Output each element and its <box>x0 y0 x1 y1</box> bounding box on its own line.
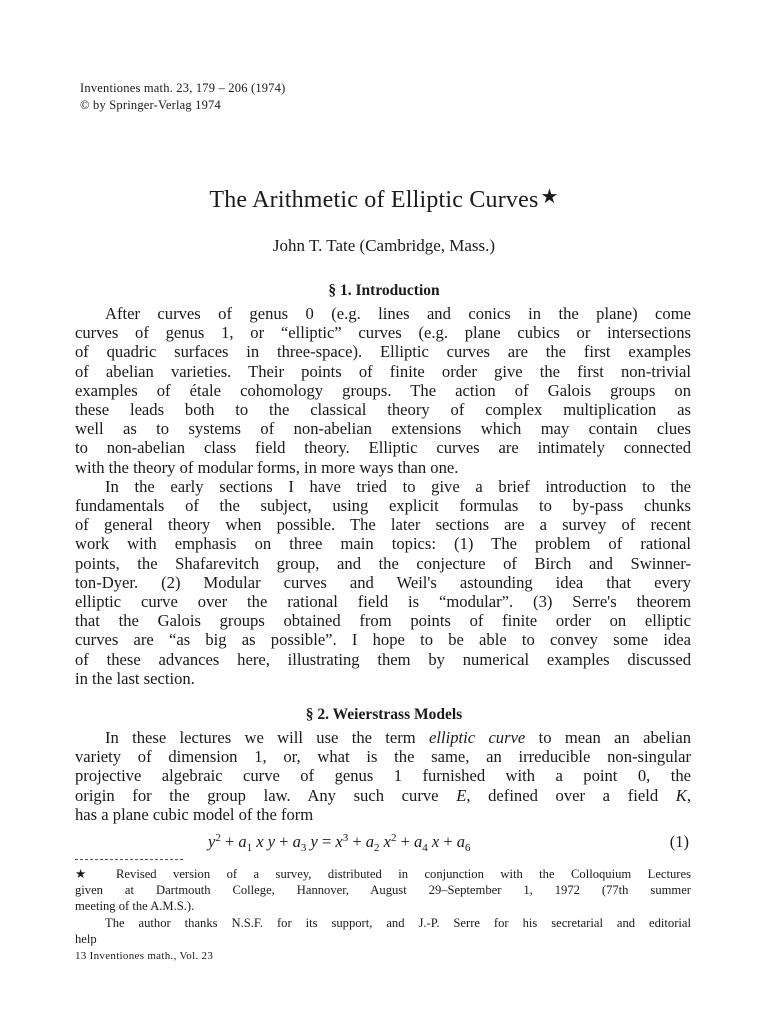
text-line: of general theory when possible. The later sections are a survey of recent <box>75 515 691 535</box>
page-folio: 13 Inventiones math., Vol. 23 <box>75 950 214 962</box>
footnote-line: given at Dartmouth College, Hannover, August 29–September 1, 1972 (77th summer <box>75 883 691 898</box>
journal-citation: Inventiones math. 23, 179 – 206 (1974) <box>80 81 286 95</box>
footnotes <box>75 866 691 947</box>
journal-header <box>80 80 286 114</box>
footnote-line: help <box>75 931 97 946</box>
section-2-heading: § 2. Weierstrass Models <box>305 706 463 723</box>
text-line: After curves of genus 0 (e.g. lines and conics in the plane) come <box>105 304 691 323</box>
text-line: projective algebraic curve of genus 1 furnished with a point 0, the <box>75 766 691 786</box>
text-line: of abelian varieties. Their points of finite order give the first non-trivial <box>75 361 691 381</box>
footnote-line: meeting of the A.M.S.). <box>75 899 195 914</box>
equation-formula: $y^2 + a_1$ x $y + a_3$ $y = x^3 + a_2$ $x^2 + a_4$ $x + a_6$ <box>208 832 471 854</box>
text-line: elliptic curve over the rational field is “modular”. (3) Serre's theorem <box>75 592 691 612</box>
text-line: In these lectures we will use the term elliptic curve to mean an abelian <box>105 728 691 747</box>
equation-number: (1) <box>669 832 689 851</box>
paper-title-block <box>0 184 768 214</box>
section-1-body <box>75 304 691 688</box>
text-line: of these advances here, illustrating them by numerical examples discussed <box>75 649 691 669</box>
title-footnote-marker: ★ <box>540 186 559 208</box>
footnote-line: ★ Revised version of a survey, distributed in conjunction with the Colloquium Lectures <box>75 867 691 881</box>
text-line: work with emphasis on three main topics: (1) The problem of rational <box>75 534 691 554</box>
text-line: points, the Shafarevitch group, and the conjecture of Birch and Swinner- <box>75 553 691 573</box>
text-line: In the early sections I have tried to give a brief introduction to the <box>105 476 691 496</box>
section-1-heading: § 1. Introduction <box>328 282 440 299</box>
text-line: that the Galois groups obtained from points of finite order on elliptic <box>75 611 691 631</box>
section-2-body <box>75 728 691 824</box>
emphasized-term: elliptic curve <box>429 728 526 747</box>
text-line: these leads both to the classical theory of complex multiplication as <box>75 400 691 420</box>
text-line: with the theory of modular forms, in more ways than one. <box>75 457 459 477</box>
footnote-line: The author thanks N.S.F. for its support, and J.-P. Serre for his secretarial and editorial <box>105 915 691 930</box>
author-line: John T. Tate (Cambridge, Mass.) <box>272 236 496 255</box>
text-line: curves are “as big as possible”. I hope to be able to convey some idea <box>75 630 691 650</box>
text-line: fundamentals of the subject, using explicit formulas to by-pass chunks <box>75 496 691 516</box>
text-line: well as to systems of non-abelian extensions which may contain clues <box>75 419 691 439</box>
text-line: origin for the group law. Any such curve E, defined over a field K, <box>75 785 692 805</box>
text-line: examples of étale cohomology groups. The action of Galois groups on <box>75 380 691 400</box>
text-line: to non-abelian class field theory. Elliptic curves are intimately connected <box>75 438 691 458</box>
text-line: variety of dimension 1, or, what is the same, an irreducible non-singular <box>75 747 691 767</box>
text-line: of quadric surfaces in three-space). Elliptic curves are the first examples <box>75 342 691 362</box>
text-line: has a plane cubic model of the form <box>75 804 314 824</box>
text-line: in the last section. <box>75 668 195 688</box>
text-line: ton-Dyer. (2) Modular curves and Weil's astounding idea that every <box>75 572 691 592</box>
text-line: curves of genus 1, or “elliptic” curves (e.g. plane cubics or intersections <box>75 323 691 343</box>
copyright-line: © by Springer-Verlag 1974 <box>80 98 221 112</box>
footnote-rule <box>75 859 183 860</box>
weierstrass-equation <box>75 832 691 854</box>
paper-title: The Arithmetic of Elliptic Curves <box>209 187 539 213</box>
